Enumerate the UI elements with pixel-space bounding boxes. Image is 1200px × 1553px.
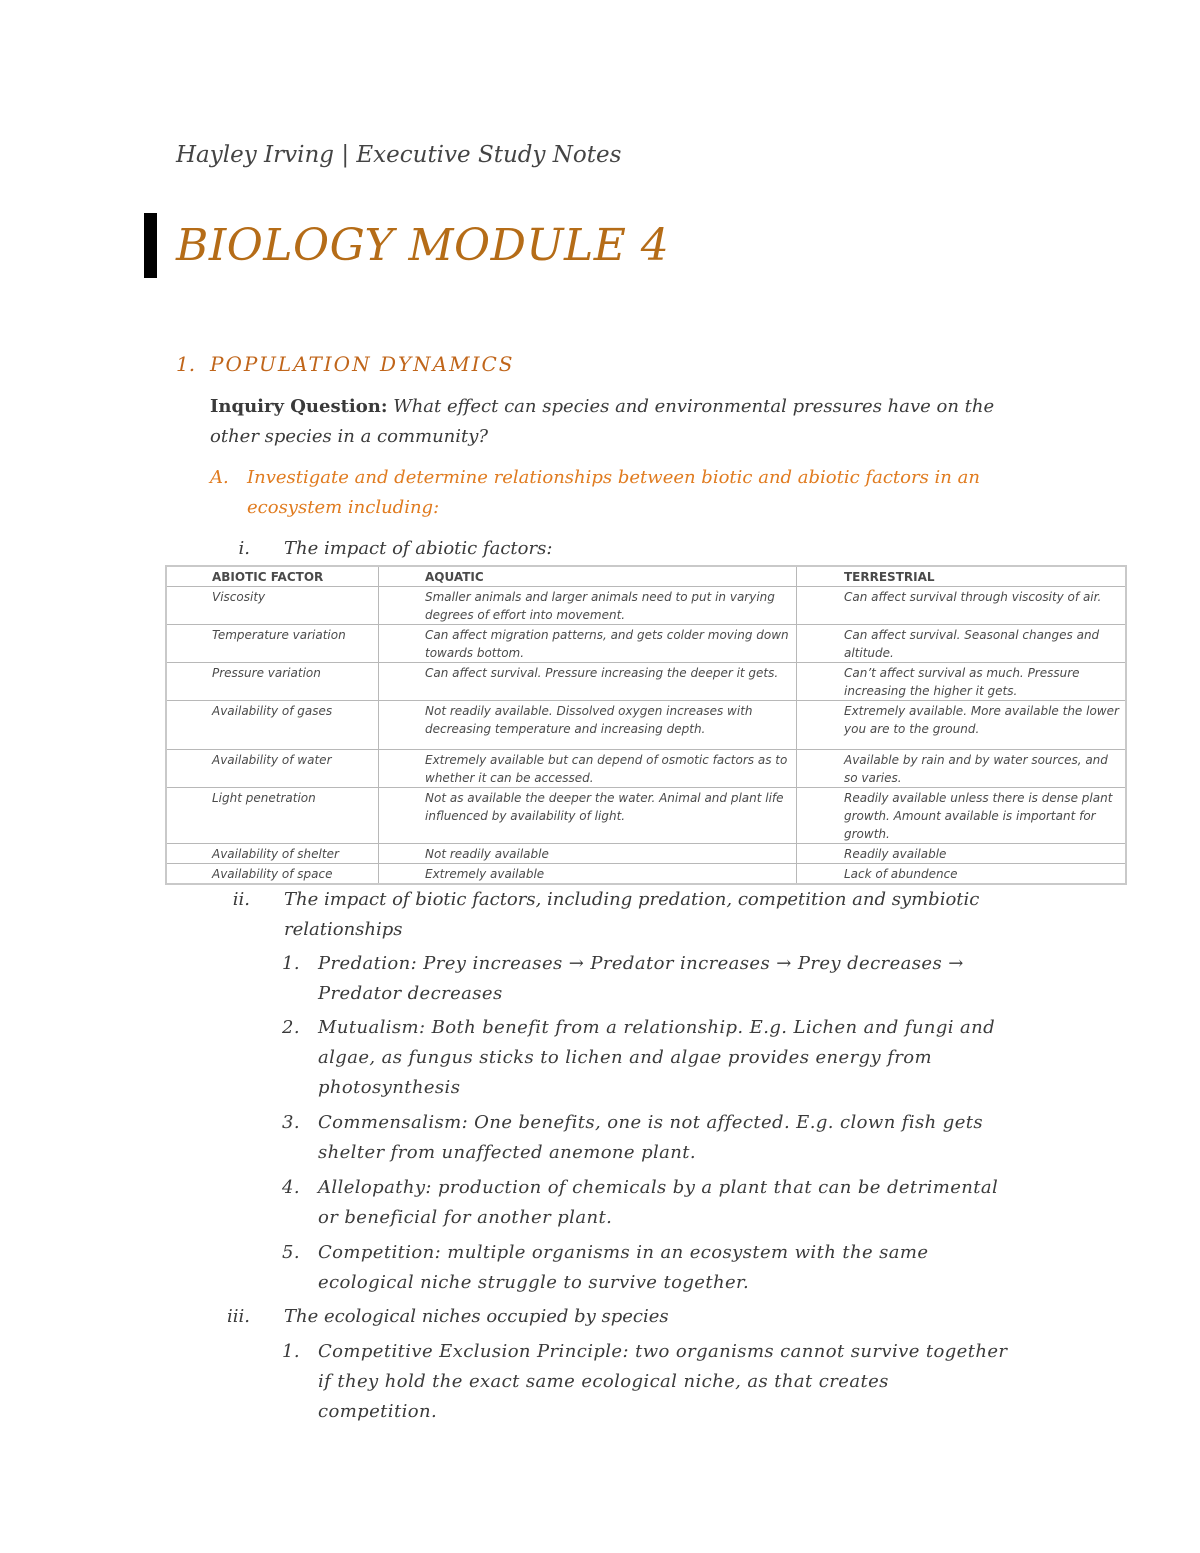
table-cell: Extremely available. More available the lower you are to the ground. (797, 701, 1127, 750)
table-row (166, 663, 1126, 701)
table-row (166, 587, 1126, 625)
list-text: Competitive Exclusion Principle: two organisms cannot survive together if they hold the exact same ecological niche, as that creates competition. (318, 1341, 1008, 1422)
list-number: 3. (282, 1112, 300, 1133)
table-header: ABIOTIC FACTOR (166, 566, 379, 587)
table-cell: Can affect migration patterns, and gets colder moving down towards bottom. (379, 625, 797, 663)
item-iii (210, 1302, 1010, 1332)
outcome-a-text: Investigate and determine relationships between biotic and abiotic factors in an ecosystem including: (247, 467, 980, 518)
table-cell: Lack of abundence (797, 864, 1127, 885)
section-title: POPULATION DYNAMICS (210, 352, 515, 376)
item-i-text: The impact of abiotic factors: (284, 538, 553, 559)
list-item (282, 1173, 1022, 1233)
table-cell: Not readily available (379, 844, 797, 864)
section-number: 1. (176, 352, 196, 376)
list-text: Predation: Prey increases → Predator increases → Prey decreases → Predator decreases (318, 953, 964, 1004)
list-item (282, 1238, 1022, 1298)
list-text: Allelopathy: production of chemicals by a plant that can be detrimental or beneficial for another plant. (318, 1177, 999, 1228)
table-row (166, 701, 1126, 750)
list-number: 1. (282, 1341, 300, 1362)
table-cell: Smaller animals and larger animals need to put in varying degrees of effort into movement. (379, 587, 797, 625)
list-text: Commensalism: One benefits, one is not affected. E.g. clown fish gets shelter from unaffected anemone plant. (318, 1112, 984, 1163)
table-cell: Can affect survival. Pressure increasing the deeper it gets. (379, 663, 797, 701)
list-number: 1. (282, 953, 300, 974)
table-cell: Availability of gases (166, 701, 379, 750)
list-text: Competition: multiple organisms in an ecosystem with the same ecological niche struggle to survive together. (318, 1242, 929, 1293)
table-cell: Availability of shelter (166, 844, 379, 864)
inquiry-label: Inquiry Question: (210, 396, 388, 417)
table-cell: Not as available the deeper the water. Animal and plant life influenced by availability of light. (379, 788, 797, 844)
table-row (166, 788, 1126, 844)
list-text: Mutualism: Both benefit from a relationship. E.g. Lichen and fungi and algae, as fungus sticks to lichen and algae provides energy from photosynthesis (318, 1017, 996, 1098)
list-item (282, 1337, 1022, 1422)
table-row (166, 625, 1126, 663)
table-cell: Availability of water (166, 750, 379, 788)
item-ii-label: ii. (232, 889, 250, 910)
table-cell: Readily available unless there is dense plant growth. Amount available is important for growth. (797, 788, 1127, 844)
item-i (210, 534, 1010, 564)
item-i-label: i. (238, 538, 250, 559)
document-header: Hayley Irving | Executive Study Notes (176, 142, 622, 168)
table-row (166, 864, 1126, 885)
list-item (282, 949, 1022, 1009)
table-cell: Can affect survival. Seasonal changes and altitude. (797, 625, 1127, 663)
table-cell: Temperature variation (166, 625, 379, 663)
table-cell: Light penetration (166, 788, 379, 844)
list-number: 5. (282, 1242, 300, 1263)
list-item (282, 1013, 1022, 1103)
list-number: 4. (282, 1177, 300, 1198)
table-cell: Can’t affect survival as much. Pressure increasing the higher it gets. (797, 663, 1127, 701)
page-title: BIOLOGY MODULE 4 (176, 220, 670, 271)
outcome-a (210, 463, 1000, 523)
table-cell: Availability of space (166, 864, 379, 885)
table-header-row (166, 566, 1126, 587)
outcome-a-label: A. (210, 467, 229, 488)
table-cell: Can affect survival through viscosity of air. (797, 587, 1127, 625)
table-cell: Extremely available but can depend of osmotic factors as to whether it can be accessed. (379, 750, 797, 788)
item-ii-text: The impact of biotic factors, including predation, competition and symbiotic relationships (284, 889, 980, 940)
table-cell: Viscosity (166, 587, 379, 625)
table-header: AQUATIC (379, 566, 797, 587)
table-cell: Extremely available (379, 864, 797, 885)
title-accent-bar (144, 213, 157, 278)
table-cell: Readily available (797, 844, 1127, 864)
list-number: 2. (282, 1017, 300, 1038)
table-cell: Available by rain and by water sources, and so varies. (797, 750, 1127, 788)
item-iii-label: iii. (227, 1306, 250, 1327)
section-heading (176, 352, 515, 376)
table-row (166, 750, 1126, 788)
table-cell: Pressure variation (166, 663, 379, 701)
item-iii-text: The ecological niches occupied by species (284, 1306, 669, 1327)
abiotic-factors-table (165, 565, 1127, 885)
table-cell: Not readily available. Dissolved oxygen increases with decreasing temperature and increasing depth. (379, 701, 797, 750)
table-row (166, 844, 1126, 864)
item-ii (210, 885, 1010, 945)
inquiry-question (210, 392, 1040, 452)
inquiry-text: What effect can species and environmental pressures have on the other species in a community? (210, 396, 995, 447)
list-item (282, 1108, 1022, 1168)
table-header: TERRESTRIAL (797, 566, 1127, 587)
